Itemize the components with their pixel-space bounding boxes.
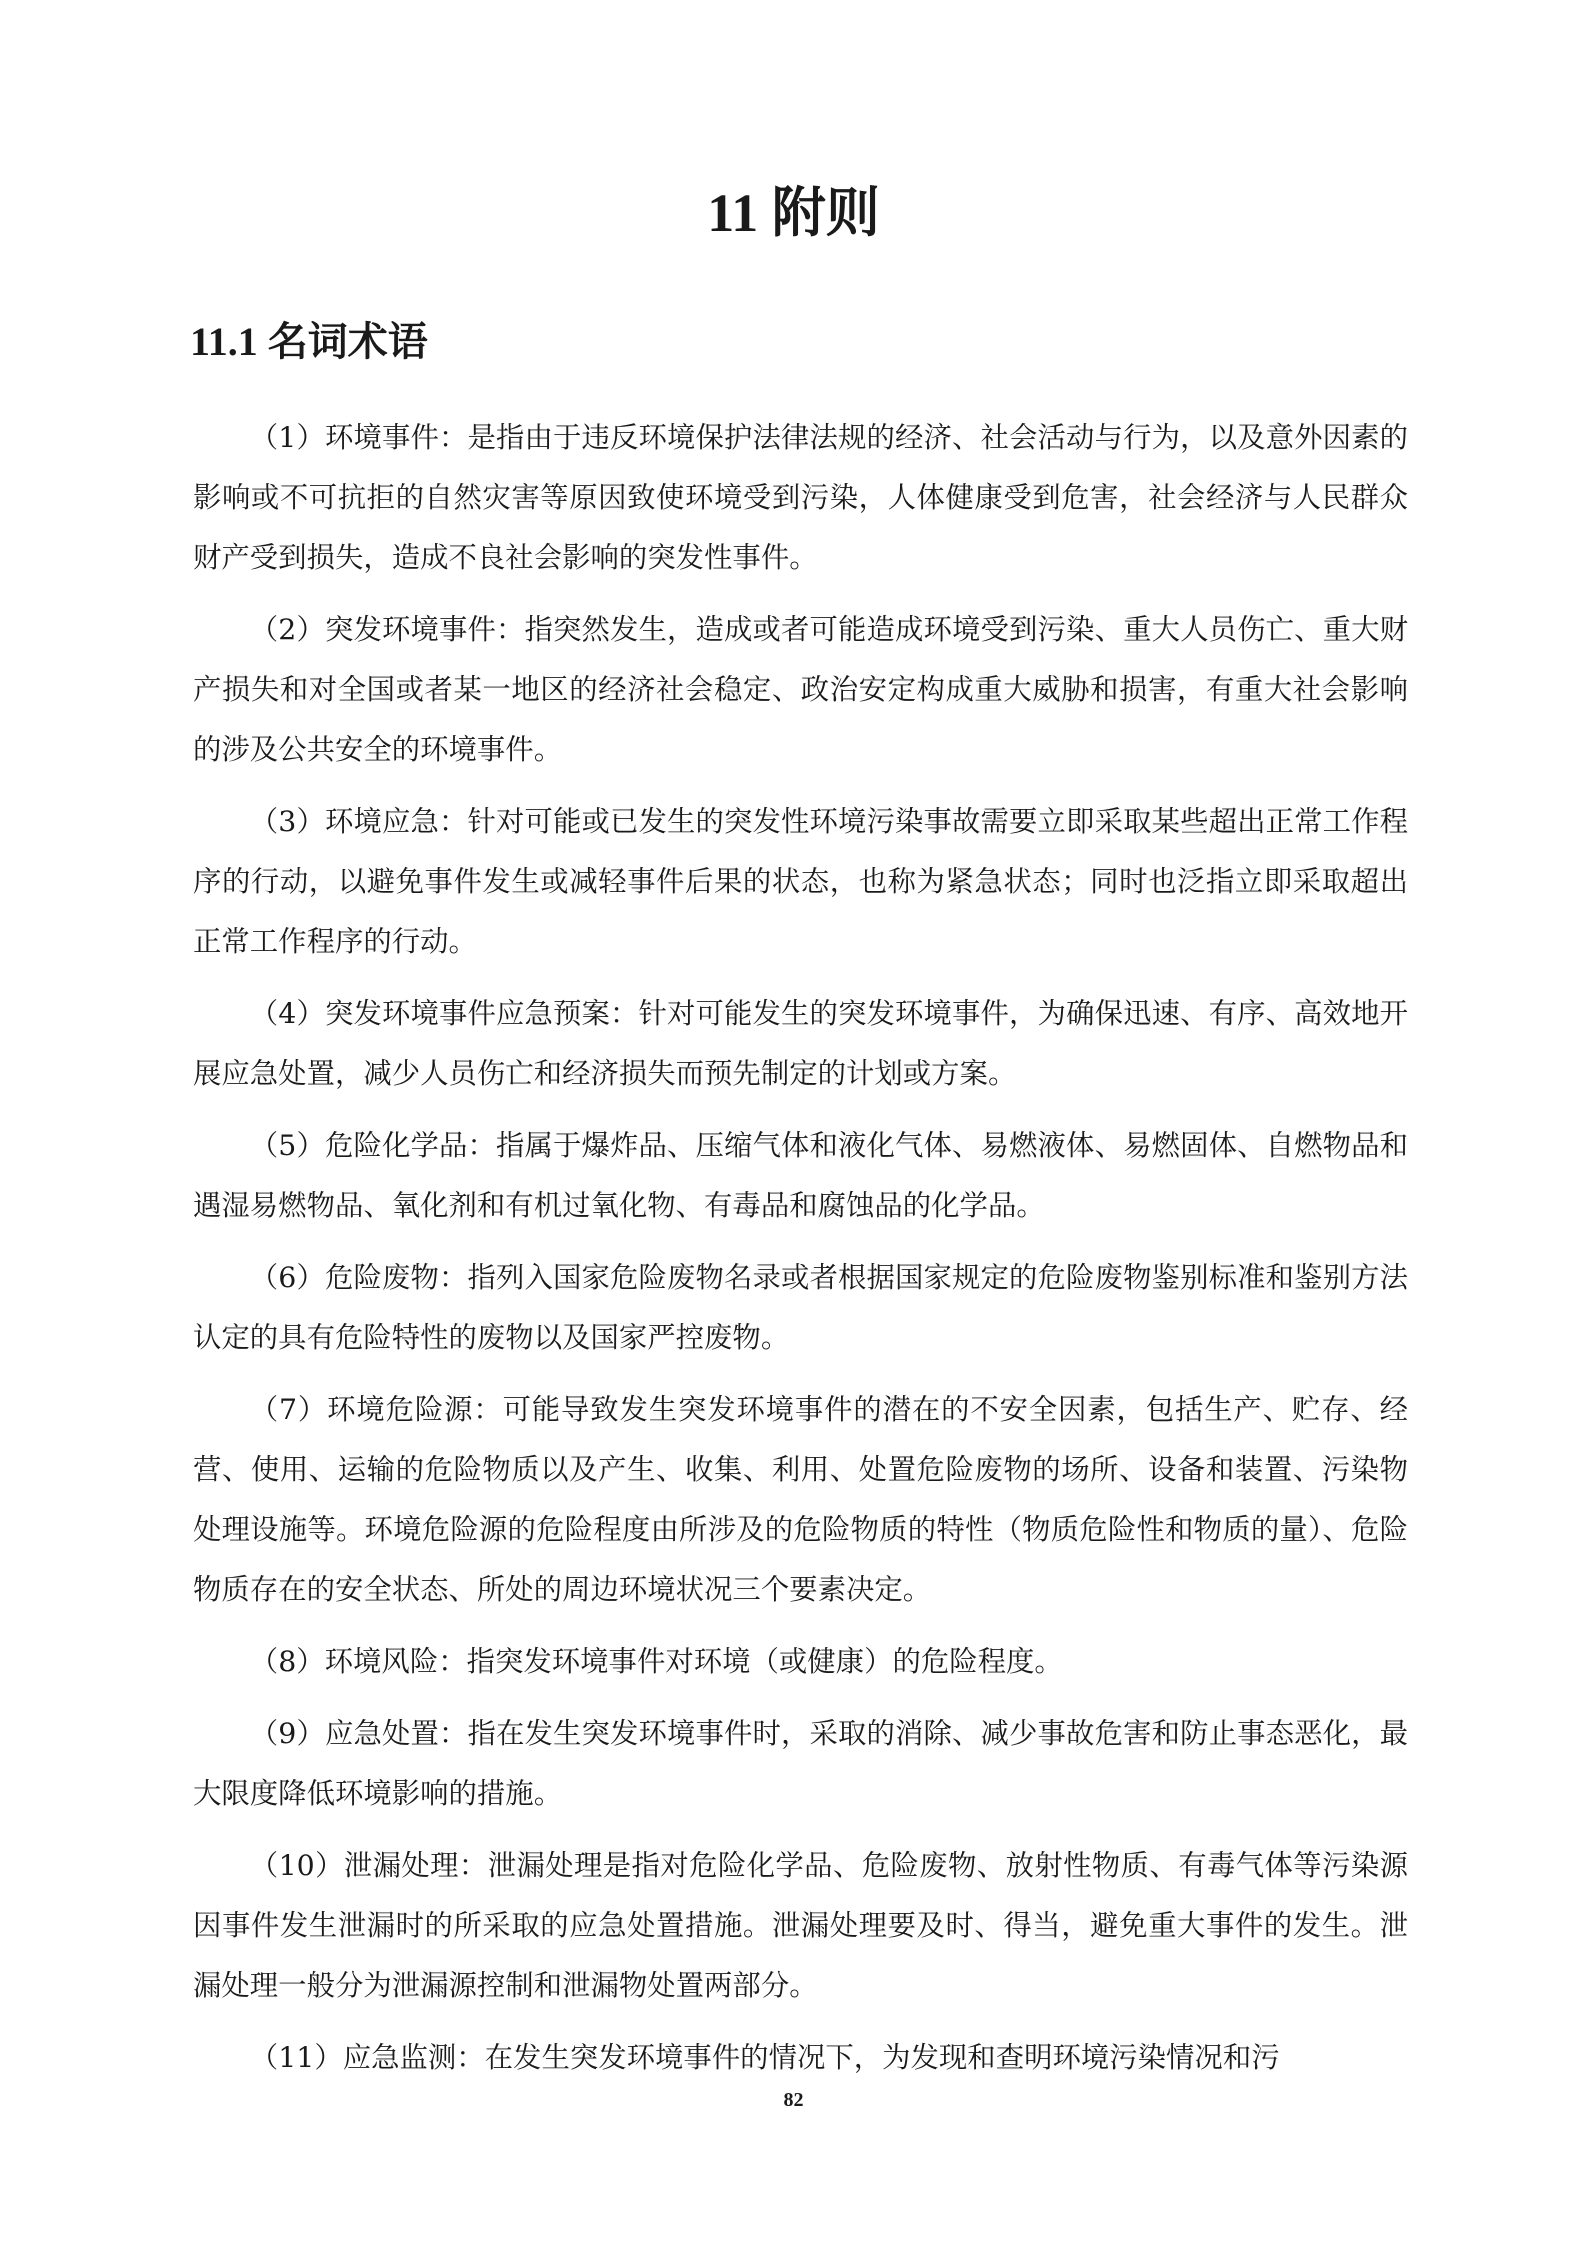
term-paragraph: （4）突发环境事件应急预案：针对可能发生的突发环境事件，为确保迅速、有序、高效地开展应急处置，减少人员伤亡和经济损失而预先制定的计划或方案。 <box>193 997 1408 1090</box>
term-paragraph: （5）危险化学品：指属于爆炸品、压缩气体和液化气体、易燃液体、易燃固体、自燃物品和遇湿易燃物品、氧化剂和有机过氧化物、有毒品和腐蚀品的化学品。 <box>193 1129 1408 1222</box>
term-paragraph: （11）应急监测：在发生突发环境事件的情况下，为发现和查明环境污染情况和污 <box>249 2041 1280 2074</box>
terms-list <box>193 408 1408 2100</box>
term-paragraph: （8）环境风险：指突发环境事件对环境（或健康）的危险程度。 <box>249 1645 1063 1678</box>
term-paragraph: （1）环境事件：是指由于违反环境保护法律法规的经济、社会活动与行为，以及意外因素的影响或不可抗拒的自然灾害等原因致使环境受到污染，人体健康受到危害，社会经济与人民群众财产受到损失，造成不良社会影响的突发性事件。 <box>193 421 1408 574</box>
section-title: 名词术语 <box>267 319 428 364</box>
term-paragraph: （10）泄漏处理：泄漏处理是指对危险化学品、危险废物、放射性物质、有毒气体等污染源因事件发生泄漏时的所采取的应急处置措施。泄漏处理要及时、得当，避免重大事件的发生。泄漏处理一般分为泄漏源控制和泄漏物处置两部分。 <box>193 1849 1408 2002</box>
term-paragraph: （6）危险废物：指列入国家危险废物名录或者根据国家规定的危险废物鉴别标准和鉴别方法认定的具有危险特性的废物以及国家严控废物。 <box>193 1261 1408 1354</box>
chapter-title: 11 附则 <box>707 183 880 243</box>
term-paragraph: （9）应急处置：指在发生突发环境事件时，采取的消除、减少事故危害和防止事态恶化，最大限度降低环境影响的措施。 <box>193 1717 1408 1810</box>
section-heading <box>190 312 428 372</box>
page-number: 82 <box>783 2089 804 2111</box>
section-number: 11.1 <box>190 319 258 364</box>
term-paragraph: （7）环境危险源：可能导致发生突发环境事件的潜在的不安全因素，包括生产、贮存、经营、使用、运输的危险物质以及产生、收集、利用、处置危险废物的场所、设备和装置、污染物处理设施等。环境危险源的危险程度由所涉及的危险物质的特性（物质危险性和物质的量）、危险物质存在的安全状态、所处的周边环境状况三个要素决定。 <box>193 1393 1408 1606</box>
term-paragraph: （3）环境应急：针对可能或已发生的突发性环境污染事故需要立即采取某些超出正常工作程序的行动，以避免事件发生或减轻事件后果的状态，也称为紧急状态；同时也泛指立即采取超出正常工作程序的行动。 <box>193 805 1408 958</box>
term-paragraph: （2）突发环境事件：指突然发生，造成或者可能造成环境受到污染、重大人员伤亡、重大财产损失和对全国或者某一地区的经济社会稳定、政治安定构成重大威胁和损害，有重大社会影响的涉及公共安全的环境事件。 <box>193 613 1408 766</box>
